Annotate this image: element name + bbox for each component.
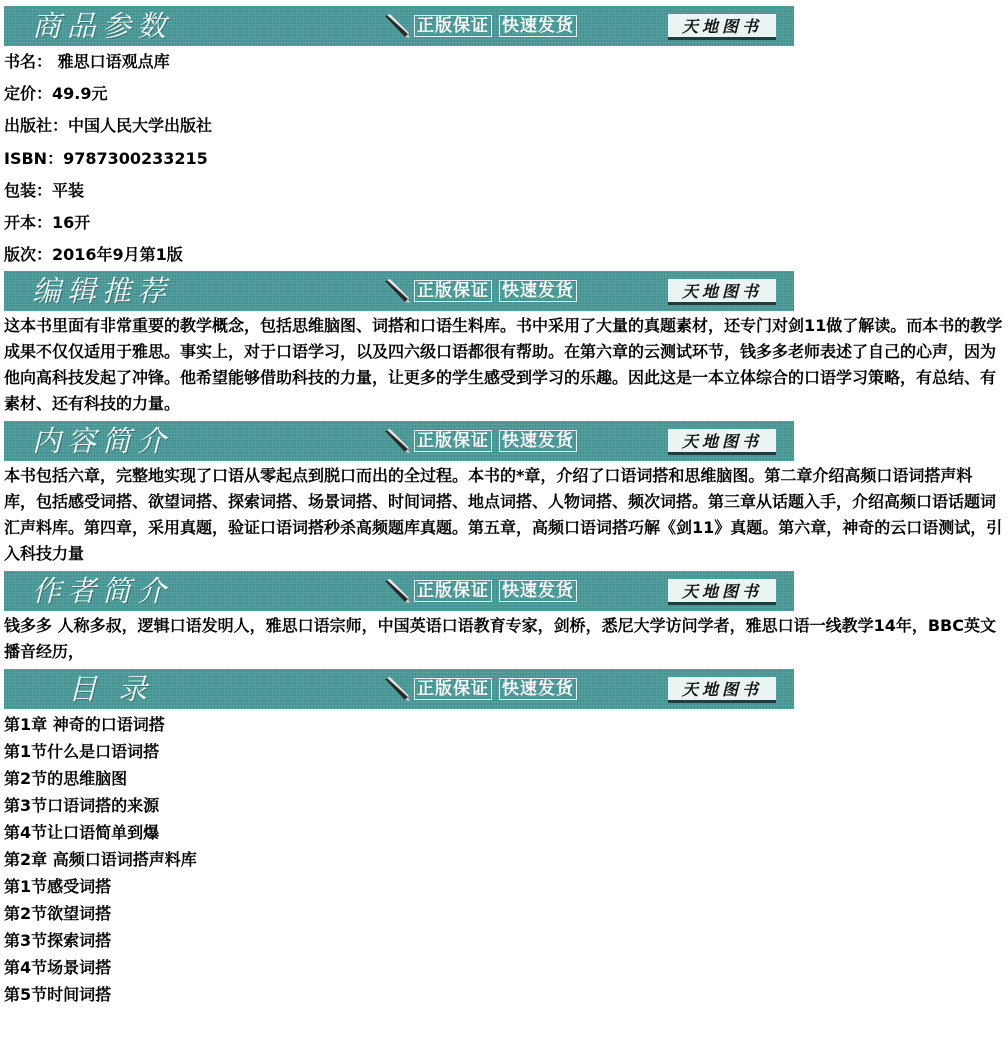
banner-title-summary: 内容简介 <box>32 424 173 459</box>
guarantee-fast-shipping: 快速发货 <box>499 430 577 452</box>
shop-name-tag: 天地图书 <box>668 677 776 703</box>
section-banner-params <box>4 6 794 46</box>
pen-nib-icon <box>382 676 412 702</box>
toc-entry: 第2章 高频口语词搭声料库 <box>4 850 197 870</box>
param-item: ISBN：9787300233215 <box>4 148 208 168</box>
param-item: 开本：16开 <box>4 212 91 232</box>
authentic-guarantee-label <box>414 579 577 603</box>
guarantee-authentic: 正版保证 <box>414 280 492 302</box>
toc-entry: 第3节探索词搭 <box>4 931 112 951</box>
toc-entry: 第4节让口语简单到爆 <box>4 823 160 843</box>
guarantee-fast-shipping: 快速发货 <box>499 678 577 700</box>
authentic-guarantee-label <box>414 429 577 453</box>
toc-entry: 第1章 神奇的口语词搭 <box>4 715 165 735</box>
authentic-guarantee-label <box>414 279 577 303</box>
toc-entry: 第1节什么是口语词搭 <box>4 742 160 762</box>
pen-nib-icon <box>382 13 412 39</box>
toc-entry: 第2节的思维脑图 <box>4 769 128 789</box>
toc-entry: 第4节场景词搭 <box>4 958 112 978</box>
authentic-guarantee-label <box>414 14 577 38</box>
toc-entry: 第2节欲望词搭 <box>4 904 112 924</box>
pen-nib-icon <box>382 428 412 454</box>
product-params-list <box>4 46 1008 271</box>
toc-entry: 第5节时间词搭 <box>4 985 112 1005</box>
guarantee-fast-shipping: 快速发货 <box>499 280 577 302</box>
param-item: 包装：平装 <box>4 180 85 200</box>
guarantee-authentic: 正版保证 <box>414 678 492 700</box>
pen-nib-icon <box>382 578 412 604</box>
toc-entry: 第1节感受词搭 <box>4 877 112 897</box>
editor-recommendation-text: 这本书里面有非常重要的教学概念，包括思维脑图、词搭和口语生料库。书中采用了大量的真题素材，还专门对剑11做了解读。而本书的教学成果不仅仅适用于雅思。事实上，对于口语学习，以及四六级口语都很有帮助。在第六章的云测试环节，钱多多老师表述了自己的心声，因为他向高科技发起了冲锋。他希望能够借助科技的力量，让更多的学生感受到学习的乐趣。因此这是一本立体综合的口语学习策略，有总结、有素材、还有科技的力量。 <box>4 316 1003 414</box>
table-of-contents <box>4 709 1008 1008</box>
param-item: 版次：2016年9月第1版 <box>4 245 183 265</box>
section-banner-author <box>4 571 794 611</box>
author-intro-text: 钱多多 人称多叔，逻辑口语发明人，雅思口语宗师，中国英语口语教育专家，剑桥，悉尼大学访问学者，雅思口语一线教学14年，BBC英文播音经历， <box>4 616 996 662</box>
shop-name-tag: 天地图书 <box>668 579 776 605</box>
section-banner-toc <box>4 669 794 709</box>
param-item: 出版社：中国人民大学出版社 <box>4 116 213 136</box>
guarantee-fast-shipping: 快速发货 <box>499 580 577 602</box>
guarantee-authentic: 正版保证 <box>414 430 492 452</box>
param-item: 书名： 雅思口语观点库 <box>4 52 170 71</box>
authentic-guarantee-label <box>414 677 577 701</box>
shop-name-tag: 天地图书 <box>668 14 776 40</box>
section-banner-editor <box>4 271 794 311</box>
guarantee-authentic: 正版保证 <box>414 580 492 602</box>
guarantee-authentic: 正版保证 <box>414 15 492 37</box>
banner-title-editor: 编辑推荐 <box>32 274 173 309</box>
param-item: 定价：49.9元 <box>4 84 108 104</box>
section-banner-summary <box>4 421 794 461</box>
banner-title-author: 作者简介 <box>32 574 173 609</box>
guarantee-fast-shipping: 快速发货 <box>499 15 577 37</box>
toc-entry: 第3节口语词搭的来源 <box>4 796 160 816</box>
shop-name-tag: 天地图书 <box>668 279 776 305</box>
banner-title-toc: 目 录 <box>68 672 154 707</box>
banner-title-params: 商品参数 <box>32 9 173 43</box>
content-summary-text: 本书包括六章，完整地实现了口语从零起点到脱口而出的全过程。本书的*章，介绍了口语词搭和思维脑图。第二章介绍高频口语词搭声料库，包括感受词搭、欲望词搭、探索词搭、场景词搭、时间词搭、地点词搭、人物词搭、频次词搭。第三章从话题入手，介绍高频口语话题词汇声料库。第四章，采用真题，验证口语词搭秒杀高频题库真题。第五章，高频口语词搭巧解《剑11》真题。第六章，神奇的云口语测试，引入科技力量 <box>4 466 1003 564</box>
pen-nib-icon <box>382 278 412 304</box>
shop-name-tag: 天地图书 <box>668 429 776 455</box>
